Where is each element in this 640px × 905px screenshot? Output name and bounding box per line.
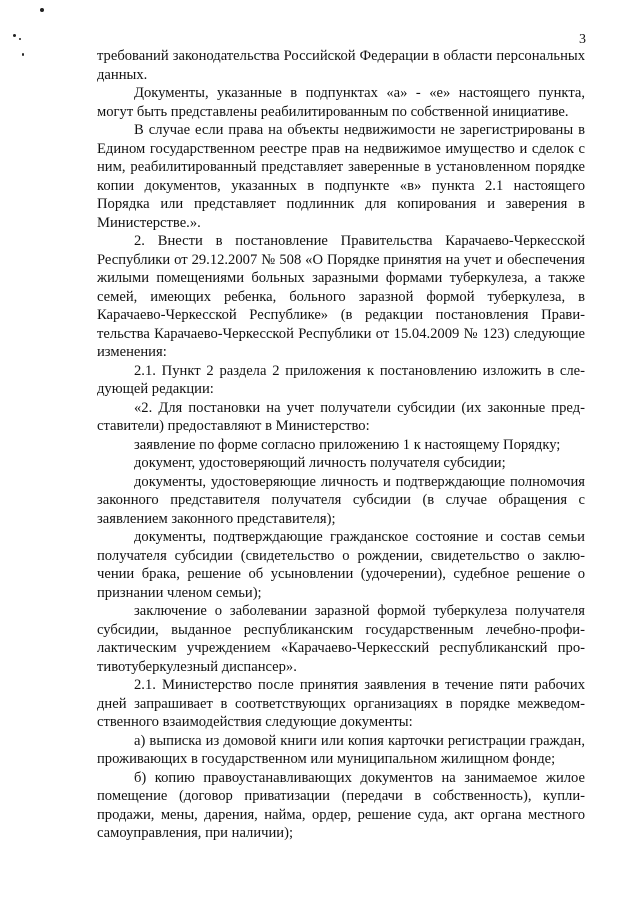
paragraph: требований законодательства Российской Федерации в области персональных данных. — [97, 48, 585, 83]
paragraph: «2. Для постановки на учет получатели субсидии (их законные представители) предоставляют в Министерство: — [97, 399, 585, 434]
scan-speck — [13, 34, 16, 37]
paragraph: 2.1. Пункт 2 раздела 2 приложения к постановлению изложить в следующей редакции: — [97, 362, 585, 397]
document-body — [97, 47, 585, 843]
paragraph: документ, удостоверяющий личность получателя субсидии; — [134, 455, 506, 471]
scan-speck — [19, 38, 21, 40]
paragraph: а) выписка из домовой книги или копия карточки регистрации граждан, проживающих в государственном или муниципальном жилищном фонде; — [97, 732, 585, 767]
paragraph: В случае если права на объекты недвижимости не зарегистрированы в Едином государственном реестре прав на недвижимое имущество и сделок с ним, реабилитированный представляет заверенные в установленном порядке копии документов, указанных в подпункте «в» пункта 2.1 настоящего Порядка или представляет подлинник для копирования и заверения в Министерстве.». — [97, 122, 585, 231]
paragraph: б) копию правоустанавливающих документов на занимаемое жилое помещение (договор приватизации (передачи в собственность), купли-продажи, мены, дарения, найма, ордер, решение суда, акт органа местного самоуправления, при наличии); — [97, 769, 585, 841]
paragraph: 2. Внести в постановление Правительства Карачаево-Черкесской Республики от 29.12.2007 № 508 «О Порядке принятия на учет и обеспечения жилыми помещениями больных заразными формами туберкулеза, а также семей, имеющих ребенка, больного заразной формой туберкулеза, в Карачаево-Черкесской Республике» (в редакции постановления Правительства Карачаево-Черкесской Республики от 15.04.2009 № 123) следующие изменения: — [97, 233, 585, 360]
paragraph: заявление по форме согласно приложению 1 к настоящему Порядку; — [134, 436, 561, 453]
scan-speck — [22, 53, 24, 56]
paragraph: документы, подтверждающие гражданское состояние и состав семьи получателя субсидии (свидетельство о рождении, свидетельство о заключении брака, решение об усыновлении (удочерении), судебное решение о признании членом семьи); — [97, 529, 585, 601]
page-number: 3 — [579, 32, 586, 47]
paragraph: Документы, указанные в подпунктах «а» - «е» настоящего пункта, могут быть представлены реабилитированным по собственной инициативе. — [97, 85, 585, 120]
paragraph: документы, удостоверяющие личность и подтверждающие полномочия законного представителя получателя субсидии (в случае обращения с заявлением законного представителя); — [97, 473, 585, 527]
scan-speck — [40, 8, 44, 12]
paragraph: 2.1. Министерство после принятия заявления в течение пяти рабочих дней запрашивает в соответствующих организациях в порядке межведомственного взаимодействия следующие документы: — [97, 677, 585, 730]
paragraph: заключение о заболевании заразной формой туберкулеза получателя субсидии, выданное республиканским государственным лечебно-профилактическим учреждением «Карачаево-Черкесский республиканский противотуберкулезный диспансер». — [97, 603, 585, 675]
